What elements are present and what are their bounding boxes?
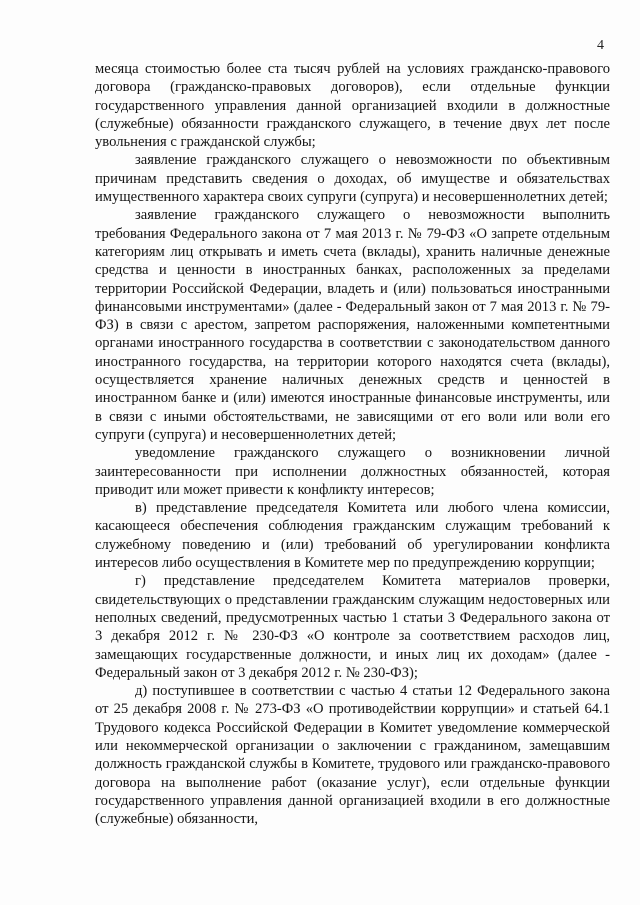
document-body <box>95 60 610 828</box>
page-number: 4 <box>597 38 604 53</box>
paragraph-statement-income-info: заявление гражданского служащего о невозможности по объективным причинам представить сведения о доходах, об имуществе и обязательствах имущественного характера своих супруги (супруга) и несовершеннолетних детей; <box>95 152 610 206</box>
paragraph-continuation: месяца стоимостью более ста тысяч рублей на условиях гражданско-правового договора (гражданско-правовых договоров), если отдельные функции государственного управления данной организацией входили в должностные (служебные) обязанности гражданского служащего, в течение двух лет после увольнения с гражданской службы; <box>95 61 610 151</box>
paragraph-notice-conflict-of-interest: уведомление гражданского служащего о возникновении личной заинтересованности при исполнении должностных обязанностей, которая приводит или может привести к конфликту интересов; <box>95 445 610 498</box>
paragraph-statement-79fz: заявление гражданского служащего о невозможности выполнить требования Федерального закона от 7 мая 2013 г. № 79-ФЗ «О запрете отдельным категориям лиц открывать и иметь счета (вклады), хранить наличные денежные средства и ценности в иностранных банках, расположенных за пределами территории Российской Федерации, владеть и (или) пользоваться иностранными финансовыми инструментами» (далее - Федеральный закон от 7 мая 2013 г. № 79-ФЗ) в связи с арестом, запретом распоряжения, наложенными компетентными органами иностранного государства в соответствии с законодательством данного иностранного государства, на территории которого находятся счета (вклады), осуществляется хранение наличных денежных средств и ценностей в иностранном банке и (или) имеются иностранные финансовые инструменты, или в связи с иными обстоятельствами, не зависящими от его воли или воли его супруги (супруга) и несовершеннолетних детей; <box>95 207 610 443</box>
paragraph-item-g: г) представление председателем Комитета материалов проверки, свидетельствующих о представлении гражданским служащим недостоверных или неполных сведений, предусмотренных частью 1 статьи 3 Федерального закона от 3 декабря 2012 г. № 230-ФЗ «О контроле за соответствием расходов лиц, замещающих государственные должности, и иных лиц их доходам» (далее - Федеральный закон от 3 декабря 2012 г. № 230-ФЗ); <box>95 573 610 681</box>
paragraph-item-d: д) поступившее в соответствии с частью 4 статьи 12 Федерального закона от 25 декабря 2008 г. № 273-ФЗ «О противодействии коррупции» и статьей 64.1 Трудового кодекса Российской Федерации в Комитет уведомление коммерческой или некоммерческой организации о заключении с гражданином, замещавшим должность гражданской службы в Комитете, трудового или гражданско-правового договора на выполнение работ (оказание услуг), если отдельные функции государственного управления данной организацией входили в его должностные (служебные) обязанности, <box>95 683 610 828</box>
paragraph-item-v: в) представление председателя Комитета или любого члена комиссии, касающееся обеспечения соблюдения гражданским служащим требований к служебному поведению и (или) требований об урегулировании конфликта интересов либо осуществления в Комитете мер по предупреждению коррупции; <box>95 500 610 572</box>
